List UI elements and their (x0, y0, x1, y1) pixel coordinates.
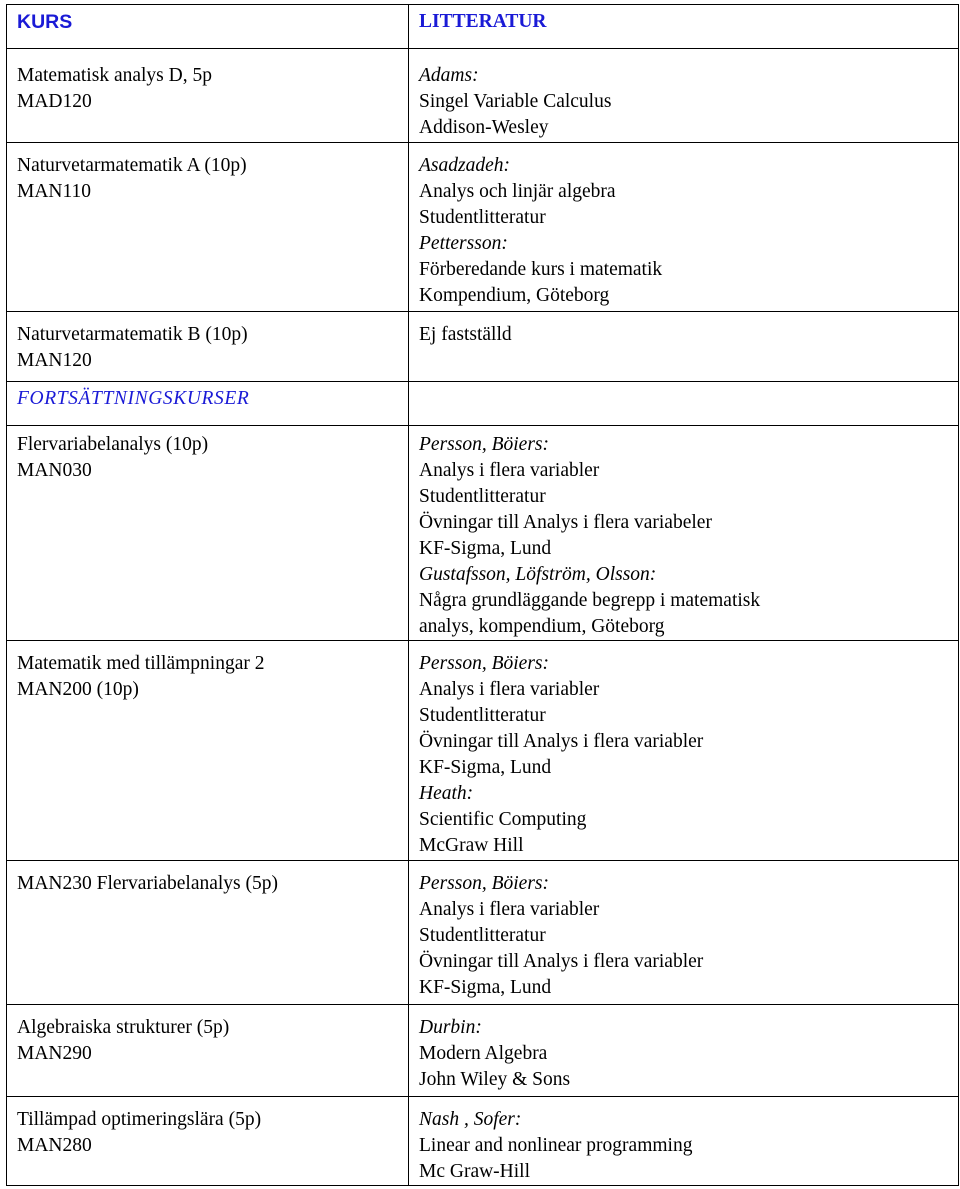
literature-author: Persson, Böiers: (419, 434, 549, 455)
course-name: Matematik med tillämpningar 2 (17, 653, 265, 674)
literature-publisher: Addison-Wesley (419, 117, 549, 138)
litteratur-header: LITTERATUR (409, 5, 959, 49)
table-row (7, 861, 959, 1005)
literature-publisher: KF-Sigma, Lund (419, 977, 552, 998)
header-row (7, 5, 959, 49)
table-row (7, 641, 959, 861)
literature-note: Ej fastställd (419, 324, 512, 345)
table-row (7, 426, 959, 641)
course-literature-table (6, 4, 959, 1186)
literature-author: Pettersson: (419, 233, 508, 254)
literature-author: Adams: (419, 65, 479, 86)
literature-author: Heath: (419, 783, 474, 804)
literature-publisher: Studentlitteratur (419, 207, 546, 228)
literature-publisher: Studentlitteratur (419, 486, 546, 507)
section-row (7, 382, 959, 426)
literature-cell (409, 1097, 959, 1186)
table-row (7, 49, 959, 143)
literature-publisher: Studentlitteratur (419, 925, 546, 946)
kurs-header: KURS (7, 5, 409, 49)
course-code: MAN030 (17, 460, 92, 481)
course-cell (7, 426, 409, 641)
table-row (7, 1005, 959, 1097)
literature-author: Durbin: (419, 1017, 482, 1038)
course-cell (7, 312, 409, 382)
literature-publisher: Studentlitteratur (419, 705, 546, 726)
literature-title: Förberedande kurs i matematik (419, 259, 663, 280)
literature-cell (409, 861, 959, 1005)
literature-author: Persson, Böiers: (419, 653, 549, 674)
literature-cell (409, 49, 959, 143)
course-cell (7, 49, 409, 143)
literature-title: Linear and nonlinear programming (419, 1135, 693, 1156)
literature-title: Analys i flera variabler (419, 679, 600, 700)
literature-title: Analys i flera variabler (419, 899, 600, 920)
course-code: MAD120 (17, 91, 92, 112)
course-name: Algebraiska strukturer (5p) (17, 1017, 230, 1038)
section-empty-cell (409, 382, 959, 426)
literature-publisher: Kompendium, Göteborg (419, 285, 610, 306)
course-cell (7, 1005, 409, 1097)
literature-title: Analys i flera variabler (419, 460, 600, 481)
literature-publisher: Mc Graw-Hill (419, 1161, 531, 1182)
course-code: MAN280 (17, 1135, 92, 1156)
course-name: Naturvetarmatematik A (10p) (17, 155, 247, 176)
literature-cell (409, 426, 959, 641)
literature-cell (409, 312, 959, 382)
course-name: Flervariabelanalys (10p) (17, 434, 209, 455)
course-code: MAN290 (17, 1043, 92, 1064)
course-cell (7, 641, 409, 861)
course-cell (7, 861, 409, 1005)
literature-title: analys, kompendium, Göteborg (419, 616, 665, 637)
literature-publisher: John Wiley & Sons (419, 1069, 571, 1090)
table-row (7, 312, 959, 382)
course-name: Tillämpad optimeringslära (5p) (17, 1109, 262, 1130)
table-row (7, 1097, 959, 1186)
literature-title: Övningar till Analys i flera variabler (419, 731, 704, 752)
course-cell (7, 1097, 409, 1186)
table-row (7, 143, 959, 312)
literature-publisher: KF-Sigma, Lund (419, 538, 552, 559)
course-name: MAN230 Flervariabelanalys (5p) (17, 873, 279, 894)
literature-title: Analys och linjär algebra (419, 181, 616, 202)
literature-author: Nash , Sofer: (419, 1109, 522, 1130)
course-code: MAN120 (17, 350, 92, 371)
literature-title: Modern Algebra (419, 1043, 548, 1064)
course-name: Matematisk analys D, 5p (17, 65, 212, 86)
literature-cell (409, 1005, 959, 1097)
course-cell (7, 143, 409, 312)
course-code: MAN110 (17, 181, 92, 202)
literature-cell (409, 143, 959, 312)
section-title: FORTSÄTTNINGSKURSER (7, 382, 409, 426)
literature-publisher: KF-Sigma, Lund (419, 757, 552, 778)
literature-publisher: McGraw Hill (419, 835, 524, 856)
course-code: MAN200 (10p) (17, 679, 139, 700)
literature-author: Gustafsson, Löfström, Olsson: (419, 564, 657, 585)
literature-title: Övningar till Analys i flera variabeler (419, 512, 712, 533)
literature-author: Persson, Böiers: (419, 873, 549, 894)
literature-author: Asadzadeh: (419, 155, 510, 176)
course-name: Naturvetarmatematik B (10p) (17, 324, 248, 345)
literature-cell (409, 641, 959, 861)
literature-title: Singel Variable Calculus (419, 91, 612, 112)
literature-title: Övningar till Analys i flera variabler (419, 951, 704, 972)
literature-title: Några grundläggande begrepp i matematisk (419, 590, 761, 611)
literature-title: Scientific Computing (419, 809, 587, 830)
